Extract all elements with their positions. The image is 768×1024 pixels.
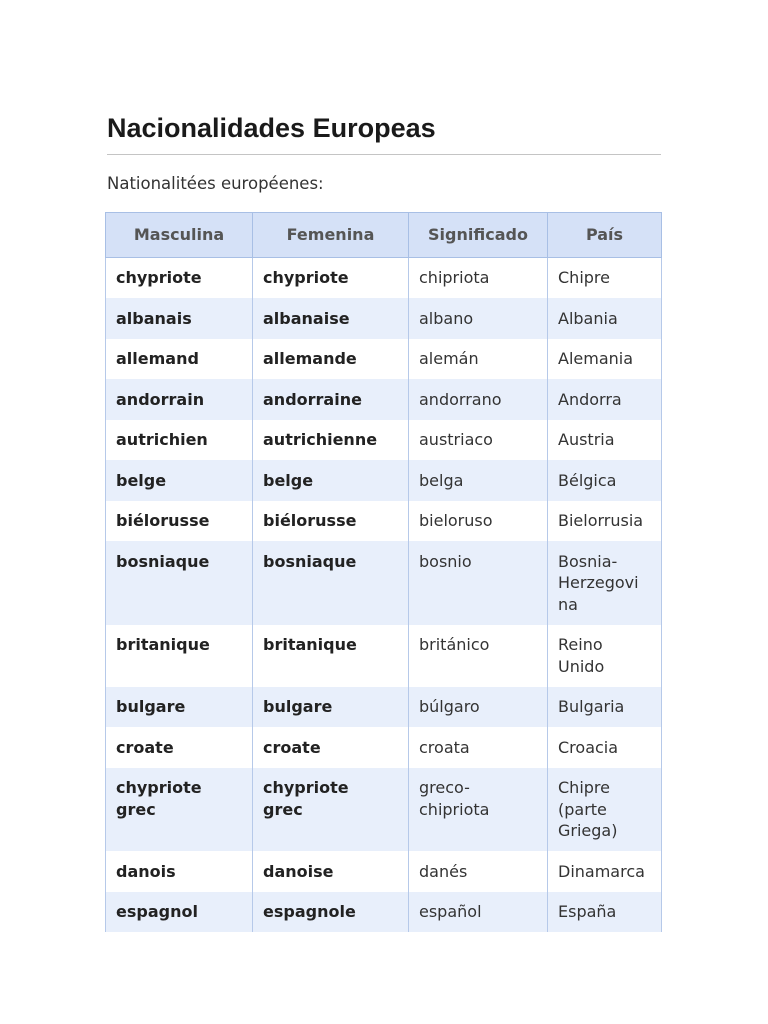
masculine-text: bulgare (116, 697, 186, 716)
masculine-cell (106, 339, 253, 380)
feminine-text: belge (263, 470, 314, 490)
header-country: País (548, 213, 662, 258)
masculine-cell (106, 541, 253, 625)
meaning-text: greco-chipriota (419, 778, 490, 819)
masculine-cell (106, 768, 253, 852)
feminine-cell (253, 460, 409, 501)
feminine-text: chypriote (263, 268, 349, 287)
header-meaning: Significado (409, 213, 548, 258)
masculine-text: chypriote (116, 268, 202, 287)
feminine-cell (253, 625, 409, 687)
country-text: España (558, 902, 617, 921)
meaning-text: bieloruso (419, 511, 493, 530)
country-cell (548, 339, 662, 380)
meaning-text: español (419, 902, 482, 921)
feminine-cell (253, 420, 409, 461)
feminine-text: espagnole (263, 902, 356, 921)
feminine-text: bosniaque (263, 551, 357, 571)
feminine-cell (253, 257, 409, 298)
table-row (106, 379, 662, 420)
feminine-cell (253, 768, 409, 852)
country-cell (548, 768, 662, 852)
country-cell (548, 727, 662, 768)
feminine-cell (253, 541, 409, 625)
meaning-text: danés (419, 861, 468, 881)
feminine-cell (253, 851, 409, 892)
table-row (106, 541, 662, 625)
country-text: Bulgaria (558, 697, 625, 716)
masculine-cell (106, 298, 253, 339)
table-row (106, 768, 662, 852)
feminine-text: allemande (263, 349, 357, 368)
masculine-cell (106, 501, 253, 542)
meaning-text: bosnio (419, 551, 472, 571)
meaning-text: belga (419, 470, 464, 490)
meaning-cell (409, 768, 548, 852)
country-text: Croacia (558, 737, 619, 757)
feminine-cell (253, 687, 409, 728)
masculine-cell (106, 420, 253, 461)
masculine-text: chypriote grec (116, 778, 202, 819)
meaning-cell (409, 298, 548, 339)
feminine-cell (253, 339, 409, 380)
country-cell (548, 625, 662, 687)
meaning-cell (409, 257, 548, 298)
meaning-text: croata (419, 737, 470, 757)
masculine-text: bosniaque (116, 551, 210, 571)
masculine-cell (106, 892, 253, 933)
country-cell (548, 501, 662, 542)
table-row (106, 727, 662, 768)
country-text: Alemania (558, 349, 634, 368)
meaning-cell (409, 379, 548, 420)
title-divider (107, 154, 661, 155)
nationalities-table (105, 212, 662, 932)
masculine-cell (106, 625, 253, 687)
meaning-cell (409, 625, 548, 687)
meaning-cell (409, 339, 548, 380)
table-row (106, 501, 662, 542)
country-text: Dinamarca (558, 861, 645, 881)
masculine-text: andorrain (116, 389, 205, 409)
meaning-cell (409, 501, 548, 542)
country-cell (548, 892, 662, 933)
masculine-cell (106, 727, 253, 768)
masculine-text: albanais (116, 308, 192, 328)
meaning-cell (409, 851, 548, 892)
feminine-text: biélorusse (263, 511, 357, 530)
country-cell (548, 851, 662, 892)
meaning-text: chipriota (419, 268, 490, 287)
masculine-text: biélorusse (116, 511, 210, 530)
header-masculine: Masculina (106, 213, 253, 258)
masculine-cell (106, 687, 253, 728)
feminine-cell (253, 379, 409, 420)
table-row (106, 625, 662, 687)
masculine-text: autrichien (116, 430, 208, 449)
masculine-cell (106, 460, 253, 501)
table-row (106, 460, 662, 501)
meaning-cell (409, 687, 548, 728)
meaning-cell (409, 541, 548, 625)
page-title: Nacionalidades Europeas (107, 113, 436, 143)
country-cell (548, 379, 662, 420)
country-cell (548, 257, 662, 298)
feminine-cell (253, 727, 409, 768)
table-row (106, 851, 662, 892)
meaning-text: austriaco (419, 430, 493, 449)
meaning-text: albano (419, 308, 474, 328)
masculine-text: belge (116, 470, 167, 490)
country-cell (548, 420, 662, 461)
table-row (106, 687, 662, 728)
feminine-text: andorraine (263, 389, 362, 409)
masculine-text: croate (116, 737, 174, 757)
masculine-text: danois (116, 861, 176, 881)
feminine-cell (253, 501, 409, 542)
table-row (106, 257, 662, 298)
meaning-text: búlgaro (419, 697, 480, 716)
country-cell (548, 687, 662, 728)
header-feminine: Femenina (253, 213, 409, 258)
feminine-text: bulgare (263, 697, 333, 716)
feminine-text: britanique (263, 635, 357, 654)
country-text: Albania (558, 308, 618, 328)
masculine-text: allemand (116, 349, 199, 368)
meaning-text: alemán (419, 349, 479, 368)
masculine-text: espagnol (116, 902, 198, 921)
meaning-cell (409, 892, 548, 933)
meaning-text: británico (419, 635, 490, 654)
country-cell (548, 298, 662, 339)
meaning-cell (409, 460, 548, 501)
feminine-text: chypriote grec (263, 778, 349, 819)
feminine-text: danoise (263, 861, 334, 881)
masculine-cell (106, 379, 253, 420)
country-text: Bélgica (558, 470, 617, 490)
country-cell (548, 460, 662, 501)
table-row (106, 892, 662, 933)
table-row (106, 298, 662, 339)
country-text: Bosnia-Herzegovina (558, 551, 639, 614)
masculine-cell (106, 257, 253, 298)
table-row (106, 339, 662, 380)
country-text: Chipre (558, 268, 610, 287)
feminine-text: croate (263, 737, 321, 757)
country-text: Andorra (558, 389, 622, 409)
country-text: Reino Unido (558, 635, 605, 676)
feminine-text: autrichienne (263, 430, 378, 449)
country-text: Bielorrusia (558, 511, 644, 530)
table-header-row (106, 213, 662, 258)
meaning-text: andorrano (419, 389, 502, 409)
page-subtitle: Nationalitées européenes: (107, 174, 324, 193)
masculine-text: britanique (116, 635, 210, 654)
country-cell (548, 541, 662, 625)
masculine-cell (106, 851, 253, 892)
feminine-text: albanaise (263, 308, 350, 328)
table-row (106, 420, 662, 461)
meaning-cell (409, 727, 548, 768)
country-text: Chipre (parte Griega) (558, 778, 618, 840)
country-text: Austria (558, 430, 615, 449)
feminine-cell (253, 298, 409, 339)
feminine-cell (253, 892, 409, 933)
meaning-cell (409, 420, 548, 461)
